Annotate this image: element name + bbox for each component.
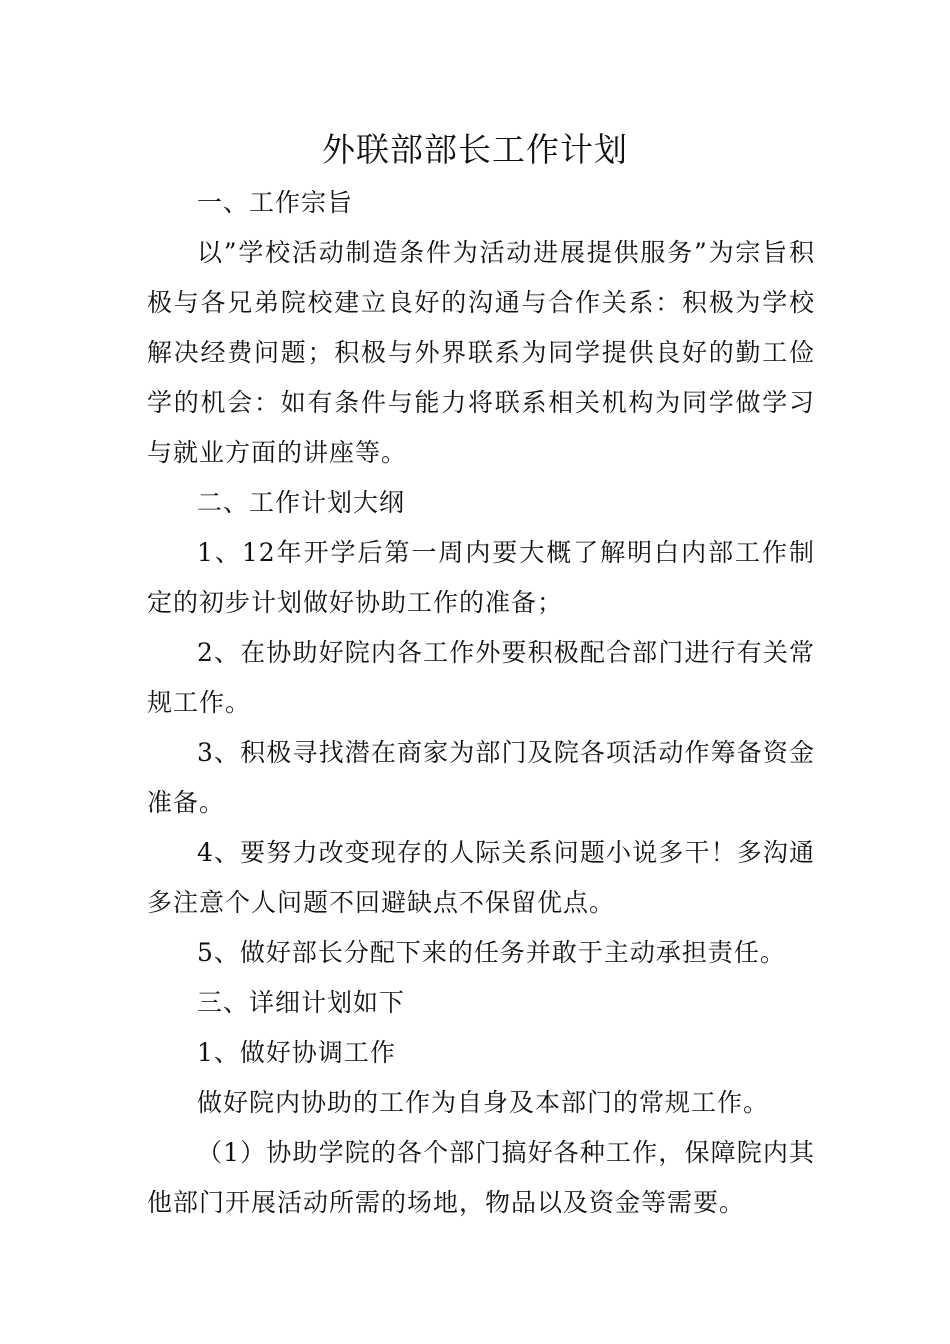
outline-item-2: 2、在协助好院内各工作外要积极配合部门进行有关常规工作。 — [147, 638, 815, 717]
section-heading-outline: 二、工作计划大纲 — [197, 488, 406, 517]
document-title: 外联部部长工作计划 — [322, 130, 628, 169]
detail-item-1-text: 做好院内协助的工作为自身及本部门的常规工作。 — [197, 1088, 770, 1117]
outline-item-4: 4、要努力改变现存的人际关系问题小说多干！多沟通多注意个人问题不回避缺点不保留优点。 — [147, 838, 815, 917]
document-body — [147, 178, 815, 1228]
outline-item-1: 1、12年开学后第一周内要大概了解明白内部工作制定的初步计划做好协助工作的准备； — [147, 538, 815, 617]
section-heading-detail: 三、详细计划如下 — [197, 988, 406, 1017]
section-heading-purpose: 一、工作宗旨 — [197, 188, 354, 217]
detail-item-1-heading: 1、做好协调工作 — [197, 1038, 396, 1067]
outline-item-5: 5、做好部长分配下来的任务并敢于主动承担责任。 — [197, 938, 786, 967]
detail-subitem-1: （1）协助学院的各个部门搞好各种工作，保障院内其他部门开展活动所需的场地，物品以及资金等需要。 — [147, 1138, 815, 1217]
paragraph-purpose: 以”学校活动制造条件为活动进展提供服务”为宗旨积极与各兄弟院校建立良好的沟通与合作关系：积极为学校解决经费问题；积极与外界联系为同学提供良好的勤工俭学的机会：如有条件与能力将联系相关机构为同学做学习与就业方面的讲座等。 — [147, 238, 815, 467]
outline-item-3: 3、积极寻找潜在商家为部门及院各项活动作筹备资金准备。 — [147, 738, 815, 817]
